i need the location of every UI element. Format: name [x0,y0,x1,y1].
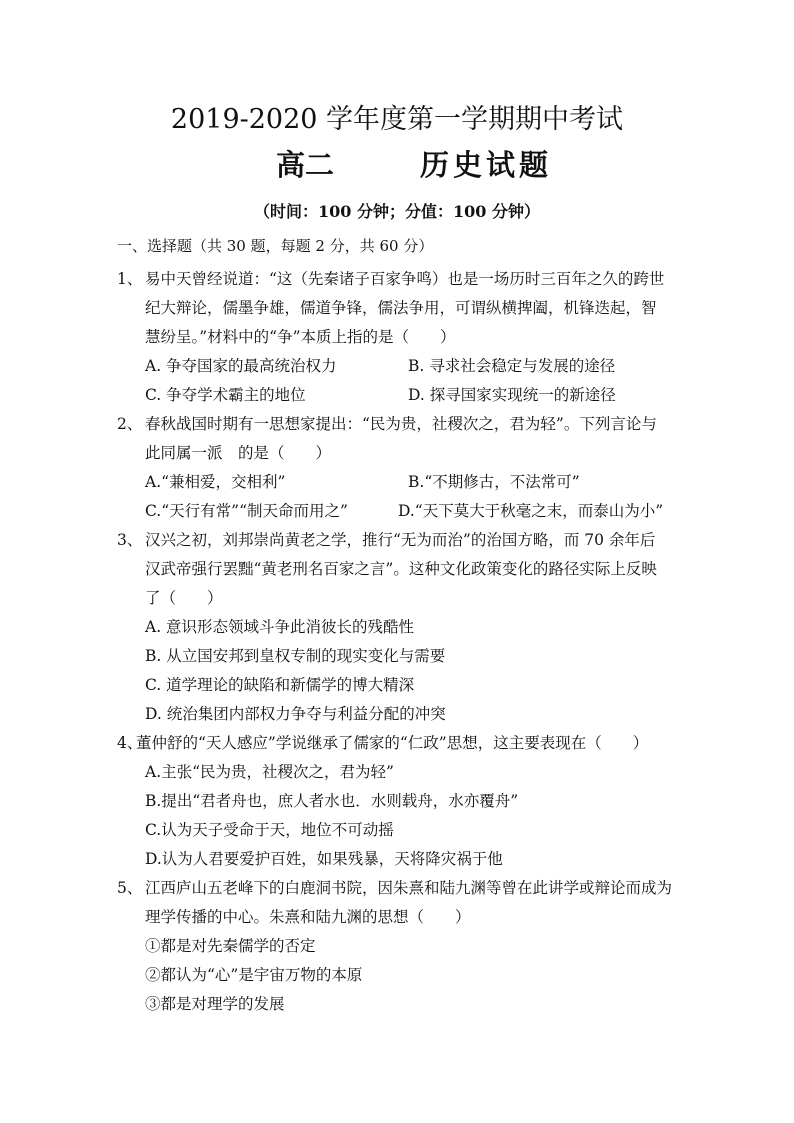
exam-subtitle [276,145,576,185]
question-stem-line: 理学传播的中心。朱熹和陆九渊的思想（ ） [145,908,471,926]
option-b: B. 寻求社会稳定与发展的途径 [408,357,616,375]
option-c: C. 道学理论的缺陷和新儒学的博大精深 [145,676,415,694]
exam-title: 2019-2020 学年度第一学期期中考试 [170,104,624,135]
question-number: 1、 [117,270,143,288]
exam-info: （时间：100 分钟；分值：100 分钟） [254,202,540,221]
question-number: 4、 [117,734,143,752]
option-b: B.“不期修古，不法常可” [408,473,580,491]
option-d: D.认为人君要爱护百姓，如果残暴，天将降灾祸于他 [145,850,503,868]
question-stem-line: 慧纷呈。”材料中的“争”本质上指的是（ ） [145,328,456,346]
option-a: A. 争夺国家的最高统治权力 [145,357,337,375]
option-d: D. 统治集团内部权力争夺与利益分配的冲突 [145,705,446,723]
option-a: A. 意识形态领域斗争此消彼长的残酷性 [145,618,415,636]
statement-2: ②都认为“心”是宇宙万物的本原 [145,966,363,984]
option-c: C. 争夺学术霸主的地位 [145,386,306,404]
question-number: 5、 [117,879,143,897]
question-stem-line: 江西庐山五老峰下的白鹿洞书院，因朱熹和陆九渊等曾在此讲学或辩论而成为 [145,879,673,897]
question-stem-line: 纪大辩论，儒墨争雄，儒道争锋，儒法争用，可谓纵横捭阖，机锋迭起，智 [145,299,657,317]
subject-label: 历史试题 [420,148,553,182]
statement-3: ③都是对理学的发展 [145,995,285,1013]
question-stem-line: 此同属一派 的是（ ） [145,444,332,462]
question-number: 2、 [117,415,143,433]
grade-label: 高二 [276,148,335,182]
option-c: C.“天行有常”“制天命而用之” [145,502,348,520]
option-a: A.“兼相爱，交相利” [145,473,286,491]
question-stem-line: 春秋战国时期有一思想家提出：“民为贵，社稷次之，君为轻”。下列言论与 [145,415,657,433]
question-stem-line: 了（ ） [145,589,223,607]
statement-1: ①都是对先秦儒学的否定 [145,937,316,955]
question-number: 3、 [117,531,143,549]
option-a: A.主张“民为贵，社稷次之，君为轻” [145,763,394,781]
option-b: B. 从立国安邦到皇权专制的现实变化与需要 [145,647,446,665]
option-c: C.认为天子受命于天，地位不可动摇 [145,821,394,839]
question-stem-line: 汉兴之初，刘邦崇尚黄老之学，推行“无为而治”的治国方略，而 70 余年后 [145,531,656,549]
section-heading: 一、选择题（共 30 题，每题 2 分，共 60 分） [117,237,434,255]
option-d: D. 探寻国家实现统一的新途径 [408,386,616,404]
option-d: D.“天下莫大于秋毫之末，而泰山为小” [398,502,664,520]
question-stem-line: 易中天曾经说道：“这（先秦诸子百家争鸣）也是一场历时三百年之久的跨世 [145,270,665,288]
option-b: B.提出“君者舟也，庶人者水也．水则载舟，水亦覆舟” [145,792,519,810]
question-stem-line: 董仲舒的“天人感应”学说继承了儒家的“仁政”思想，这主要表现在（ ） [136,734,649,752]
question-stem-line: 汉武帝强行罢黜“黄老刑名百家之言”。这种文化政策变化的路径实际上反映 [145,560,657,578]
